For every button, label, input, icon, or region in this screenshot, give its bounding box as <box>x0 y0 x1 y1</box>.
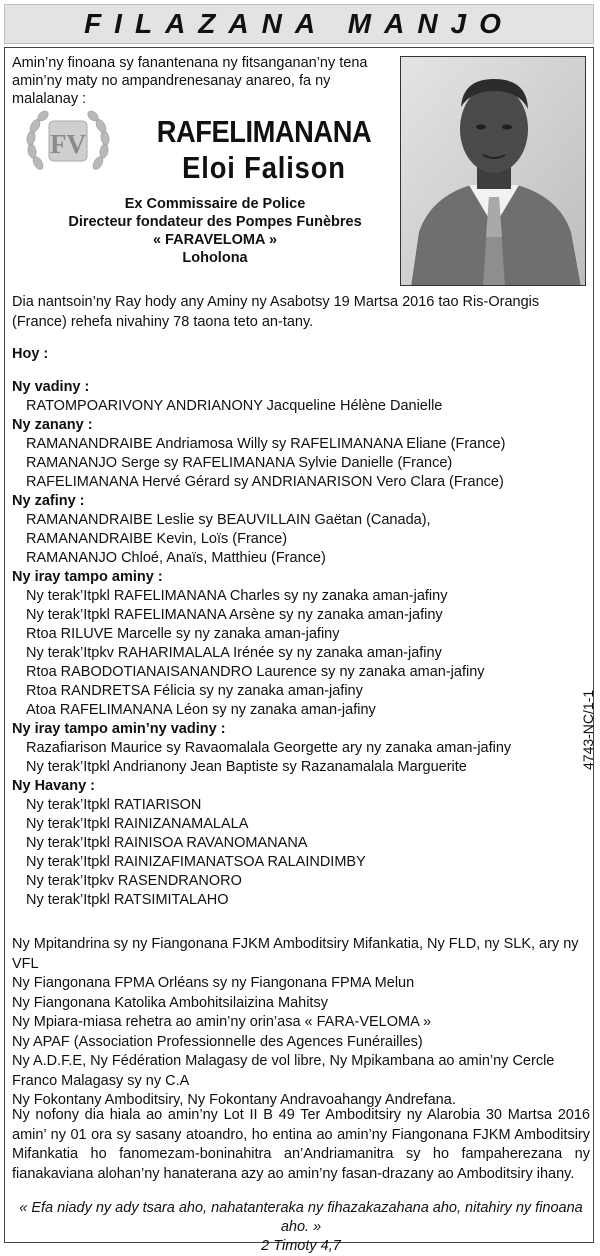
family-heading-children: Ny zanany : <box>12 417 93 433</box>
list-item: Ny terak’Itpkl RAINIZAFIMANATSOA RALAINDIMBY <box>26 854 366 870</box>
list-item: Ny terak’Itpkl Andrianony Jean Baptiste sy Razanamalala Marguerite <box>26 759 467 775</box>
list-item: Razafiarison Maurice sy Ravaomalala Georgette ary ny zanaka aman-jafiny <box>26 740 512 756</box>
verse-text: « Efa niady ny ady tsara aho, nahatanteraka ny fihazakazahana aho, nitahiry ny finoana aho. » <box>19 1200 583 1235</box>
list-item: Ny terak’Itpkl RATSIMITALAHO <box>26 892 229 908</box>
organization-line: Ny Fiangonana Katolika Ambohitsilaizina Mahitsy <box>12 994 328 1011</box>
list-item: RAMANANJO Chloé, Anaïs, Matthieu (France) <box>26 550 326 566</box>
organization-line: Ny APAF (Association Professionnelle des Agences Funérailles) <box>12 1033 423 1050</box>
funeral-notice: Ny nofony dia hiala ao amin’ny Lot II B 49 Ter Amboditsiry ny Alarobia 30 Martsa 2016 amin’ ny 01 ora sy sasany atoandro, ho entina ao amin’ny Fiangonana FJKM Amboditsiry Mifankatia ho fanomezam-boninahitra an’Andriamanitra sy ho fampaherezana ny fianakaviana alohan’ny hanaterana azy ao amin’ny fasan-drazany ao Amboditsiry ihany. <box>12 1107 590 1182</box>
organization-line: Ny Fiangonana FPMA Orléans sy ny Fiangonana FPMA Melun <box>12 975 415 991</box>
title-line: Directeur fondateur des Pompes Funèbres <box>68 214 362 230</box>
logo-letters: FV <box>50 129 86 159</box>
family-heading-relatives: Ny Havany : <box>12 778 96 794</box>
organization-line: Ny A.D.F.E, Ny Fédération Malagasy de vol libre, Ny Mpikambana ao amin’ny Cercle Franco Malagasy sy ny C.A <box>12 1053 555 1089</box>
organization-line: Ny Mpiara-miasa rehetra ao amin’ny orin’asa « FARA-VELOMA » <box>12 1014 432 1030</box>
intro-text: Amin’ny finoana sy fanantenana ny fitsanganan’ny tena amin’ny maty no ampandrenesanay anareo, fa ny malalanay : <box>12 55 368 107</box>
hoy-label: Hoy : <box>12 346 49 362</box>
list-item: Atoa RAFELIMANANA Léon sy ny zanaka aman-jafiny <box>26 702 376 718</box>
title-line: Ex Commissaire de Police <box>124 196 306 212</box>
list-item: Ny terak’Itpkl RAFELIMANANA Arsène sy ny zanaka aman-jafiny <box>26 607 443 623</box>
announcement-text: Dia nantsoin’ny Ray hody any Aminy ny Asabotsy 19 Martsa 2016 tao Ris-Orangis (France) rehefa nivahiny 78 taona teto an-tany. <box>12 294 540 330</box>
deceased-given-names: Eloi Falison <box>182 150 346 185</box>
list-item: RAMANANDRAIBE Kevin, Loïs (France) <box>26 531 288 547</box>
ad-reference-code: 4743-NC/1-1 <box>580 689 596 770</box>
organization-line: Ny Mpitandrina sy ny Fiangonana FJKM Amboditsiry Mifankatia, Ny FLD, ny SLK, ary ny VFL <box>12 936 579 972</box>
list-item: Ny terak’Itpkl RAFELIMANANA Charles sy ny zanaka aman-jafiny <box>26 588 448 604</box>
title-line: « FARAVELOMA » <box>152 232 278 248</box>
list-item: RAFELIMANANA Hervé Gérard sy ANDRIANARISON Vero Clara (France) <box>26 474 504 490</box>
deceased-titles <box>30 195 400 267</box>
portrait-photo-icon <box>400 56 586 286</box>
laurel-wreath-logo-icon <box>16 105 120 177</box>
list-item: Ny terak’Itpkl RAINIZANAMALALA <box>26 816 249 832</box>
list-item: Rtoa RANDRETSA Félicia sy ny zanaka aman-jafiny <box>26 683 363 699</box>
header-title: FILAZANA MANJO <box>84 8 514 39</box>
header-banner <box>4 4 594 44</box>
list-item: RATOMPOARIVONY ANDRIANONY Jacqueline Hélène Danielle <box>26 398 443 414</box>
family-heading-spouse: Ny vadiny : <box>12 379 90 395</box>
organization-line: Ny Fokontany Amboditsiry, Ny Fokontany Andravoahangy Andrefana. <box>12 1092 456 1108</box>
bible-verse <box>12 1199 590 1256</box>
deceased-surname: RAFELIMANANA <box>156 114 372 149</box>
list-item: RAMANANJO Serge sy RAFELIMANANA Sylvie Danielle (France) <box>26 455 453 471</box>
family-heading-siblings: Ny iray tampo aminy : <box>12 569 163 585</box>
list-item: RAMANANDRAIBE Leslie sy BEAUVILLAIN Gaëtan (Canada), <box>26 512 431 528</box>
list-item: Ny terak’Itpkl RATIARISON <box>26 797 202 813</box>
family-heading-grandchildren: Ny zafiny : <box>12 493 85 509</box>
organizations-list <box>12 935 590 1111</box>
list-item: Rtoa RILUVE Marcelle sy ny zanaka aman-jafiny <box>26 626 340 642</box>
list-item: Ny terak’Itpkl RAINISOA RAVANOMANANA <box>26 835 308 851</box>
list-item: Ny terak’Itpkv RAHARIMALALA Irénée sy ny zanaka aman-jafiny <box>26 645 442 661</box>
list-item: Ny terak’Itpkv RASENDRANORO <box>26 873 242 889</box>
list-item: Rtoa RABODOTIANAISANANDRO Laurence sy ny zanaka aman-jafiny <box>26 664 485 680</box>
verse-reference: 2 Timoty 4,7 <box>261 1238 341 1254</box>
title-line: Loholona <box>182 250 248 266</box>
family-heading-spouse-siblings: Ny iray tampo amin’ny vadiny : <box>12 721 226 737</box>
list-item: RAMANANDRAIBE Andriamosa Willy sy RAFELIMANANA Eliane (France) <box>26 436 506 452</box>
family-list <box>12 378 590 910</box>
